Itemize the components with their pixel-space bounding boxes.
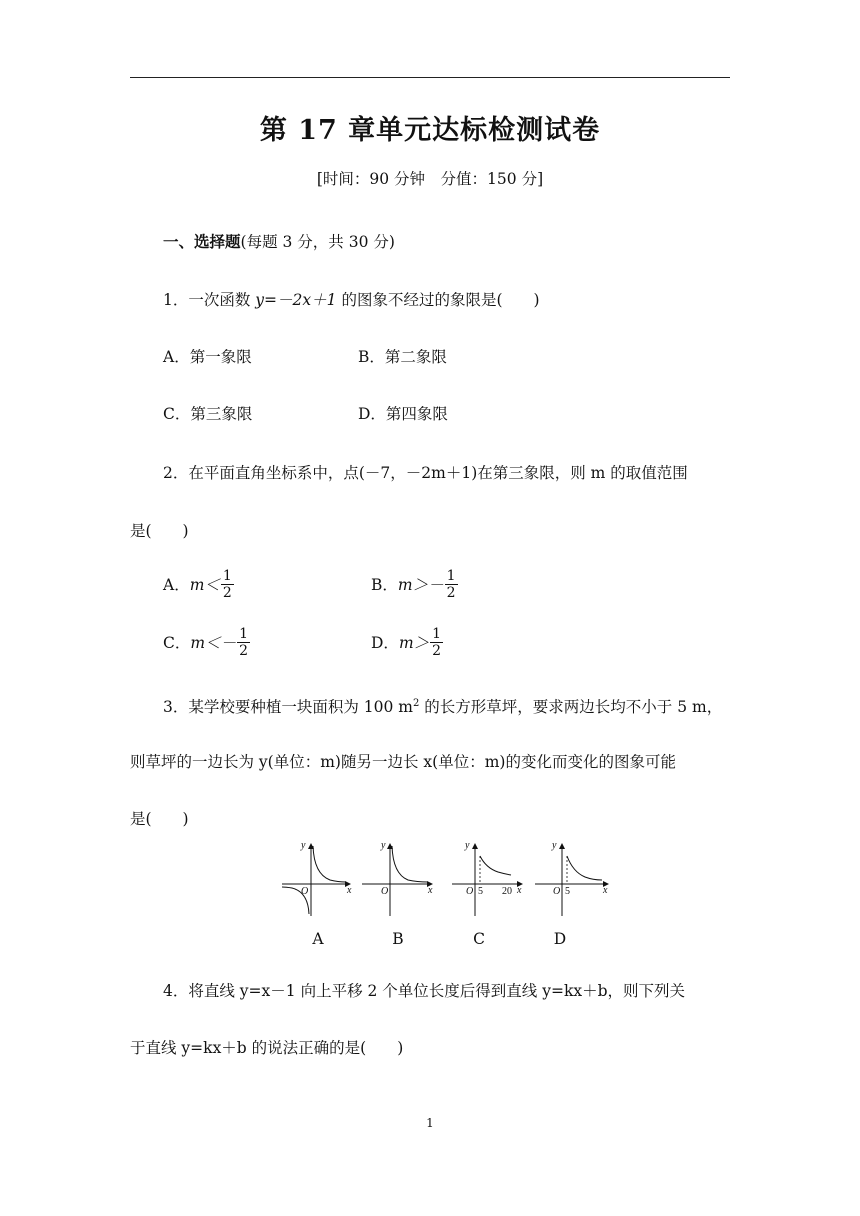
question-4-line1: 4．将直线 y=x－1 向上平移 2 个单位长度后得到直线 y=kx＋b，则下列关 bbox=[163, 982, 686, 1000]
graph-b-x-label: x bbox=[428, 885, 433, 896]
page-title: 第 17 章单元达标检测试卷 bbox=[259, 115, 601, 146]
graph-d-tick-5: 5 bbox=[565, 886, 570, 897]
frac-denominator: 2 bbox=[446, 585, 456, 601]
q2-b-label: B． bbox=[371, 575, 398, 594]
q1-formula: y=－2x＋1 bbox=[255, 291, 337, 309]
q3-line1-b: 的长方形草坪，要求两边长均不小于 5 m， bbox=[419, 698, 723, 717]
frac-numerator: 1 bbox=[239, 626, 248, 642]
section-note: (每题 3 分，共 30 分) bbox=[240, 233, 395, 251]
q2-c-relation: m＜－ bbox=[190, 633, 237, 652]
header-rule bbox=[130, 77, 730, 78]
q2-option-c bbox=[163, 626, 250, 659]
q1-option-d: D．第四象限 bbox=[358, 405, 448, 423]
section-heading bbox=[163, 232, 395, 252]
graph-d-origin: O bbox=[553, 886, 561, 897]
q2-a-relation: m＜ bbox=[189, 575, 220, 594]
graph-label-b: B bbox=[392, 930, 404, 948]
graph-b-y-label: y bbox=[381, 840, 386, 851]
graph-c-tick-5: 5 bbox=[478, 886, 483, 897]
graph-a-x-label: x bbox=[347, 885, 352, 896]
q2-a-fraction bbox=[221, 568, 234, 601]
q2-option-d bbox=[371, 626, 443, 659]
graph-c-x-label: x bbox=[517, 885, 522, 896]
q2-d-fraction bbox=[430, 626, 443, 659]
question-3-line1 bbox=[163, 694, 722, 717]
q1-option-b: B．第二象限 bbox=[358, 348, 447, 366]
frac-denominator: 2 bbox=[239, 643, 248, 659]
graph-d bbox=[535, 840, 608, 916]
q2-d-label: D． bbox=[371, 633, 399, 652]
frac-numerator: 1 bbox=[446, 568, 456, 584]
q3-line1-a: 3．某学校要种植一块面积为 100 m bbox=[163, 698, 413, 717]
graph-a bbox=[282, 840, 352, 916]
graph-label-d: D bbox=[553, 930, 567, 948]
graph-b bbox=[362, 840, 433, 916]
q2-c-label: C． bbox=[163, 633, 191, 652]
q3-graphs bbox=[280, 836, 620, 921]
graph-a-y-label: y bbox=[301, 840, 306, 851]
section-title: 一、选择题 bbox=[163, 232, 241, 251]
graph-a-origin: O bbox=[301, 886, 309, 897]
q2-a-label: A． bbox=[163, 575, 190, 594]
graph-label-c: C bbox=[473, 930, 485, 948]
question-2-line1: 2．在平面直角坐标系中，点(－7，－2m＋1)在第三象限，则 m 的取值范围 bbox=[163, 464, 688, 482]
graph-d-y-label: y bbox=[552, 840, 557, 851]
q1-option-c: C．第三象限 bbox=[163, 405, 253, 423]
q1-option-a: A．第一象限 bbox=[163, 348, 252, 366]
page-number: 1 bbox=[426, 1116, 434, 1130]
graph-c-tick-20: 20 bbox=[502, 886, 512, 897]
graph-b-origin: O bbox=[381, 886, 389, 897]
graph-c-y-label: y bbox=[465, 840, 470, 851]
q1-suffix: 的图象不经过的象限是( ) bbox=[336, 291, 540, 309]
q2-b-relation: m＞－ bbox=[397, 575, 444, 594]
frac-numerator: 1 bbox=[432, 626, 442, 642]
q2-c-fraction bbox=[237, 626, 250, 659]
q1-prefix: 1．一次函数 bbox=[163, 291, 256, 309]
question-3-line3: 是( ) bbox=[130, 810, 189, 828]
question-4-line2: 于直线 y=kx＋b 的说法正确的是( ) bbox=[130, 1039, 404, 1057]
q2-d-relation: m＞ bbox=[398, 633, 430, 652]
q2-option-a bbox=[163, 568, 234, 601]
frac-denominator: 2 bbox=[222, 585, 232, 601]
question-2-line2: 是( ) bbox=[130, 522, 189, 540]
graph-d-x-label: x bbox=[603, 885, 608, 896]
question-3-line2: 则草坪的一边长为 y(单位：m)随另一边长 x(单位：m)的变化而变化的图象可能 bbox=[130, 753, 676, 771]
question-1 bbox=[163, 290, 540, 310]
frac-numerator: 1 bbox=[222, 568, 232, 584]
exam-meta: [时间：90 分钟 分值：150 分] bbox=[316, 170, 544, 188]
q2-b-fraction bbox=[445, 568, 458, 601]
graph-c-origin: O bbox=[466, 886, 474, 897]
frac-denominator: 2 bbox=[432, 643, 442, 659]
graph-c bbox=[452, 840, 522, 916]
q2-option-b bbox=[371, 568, 458, 601]
q3-superscript: 2 bbox=[413, 698, 420, 709]
graph-label-a: A bbox=[312, 930, 324, 948]
